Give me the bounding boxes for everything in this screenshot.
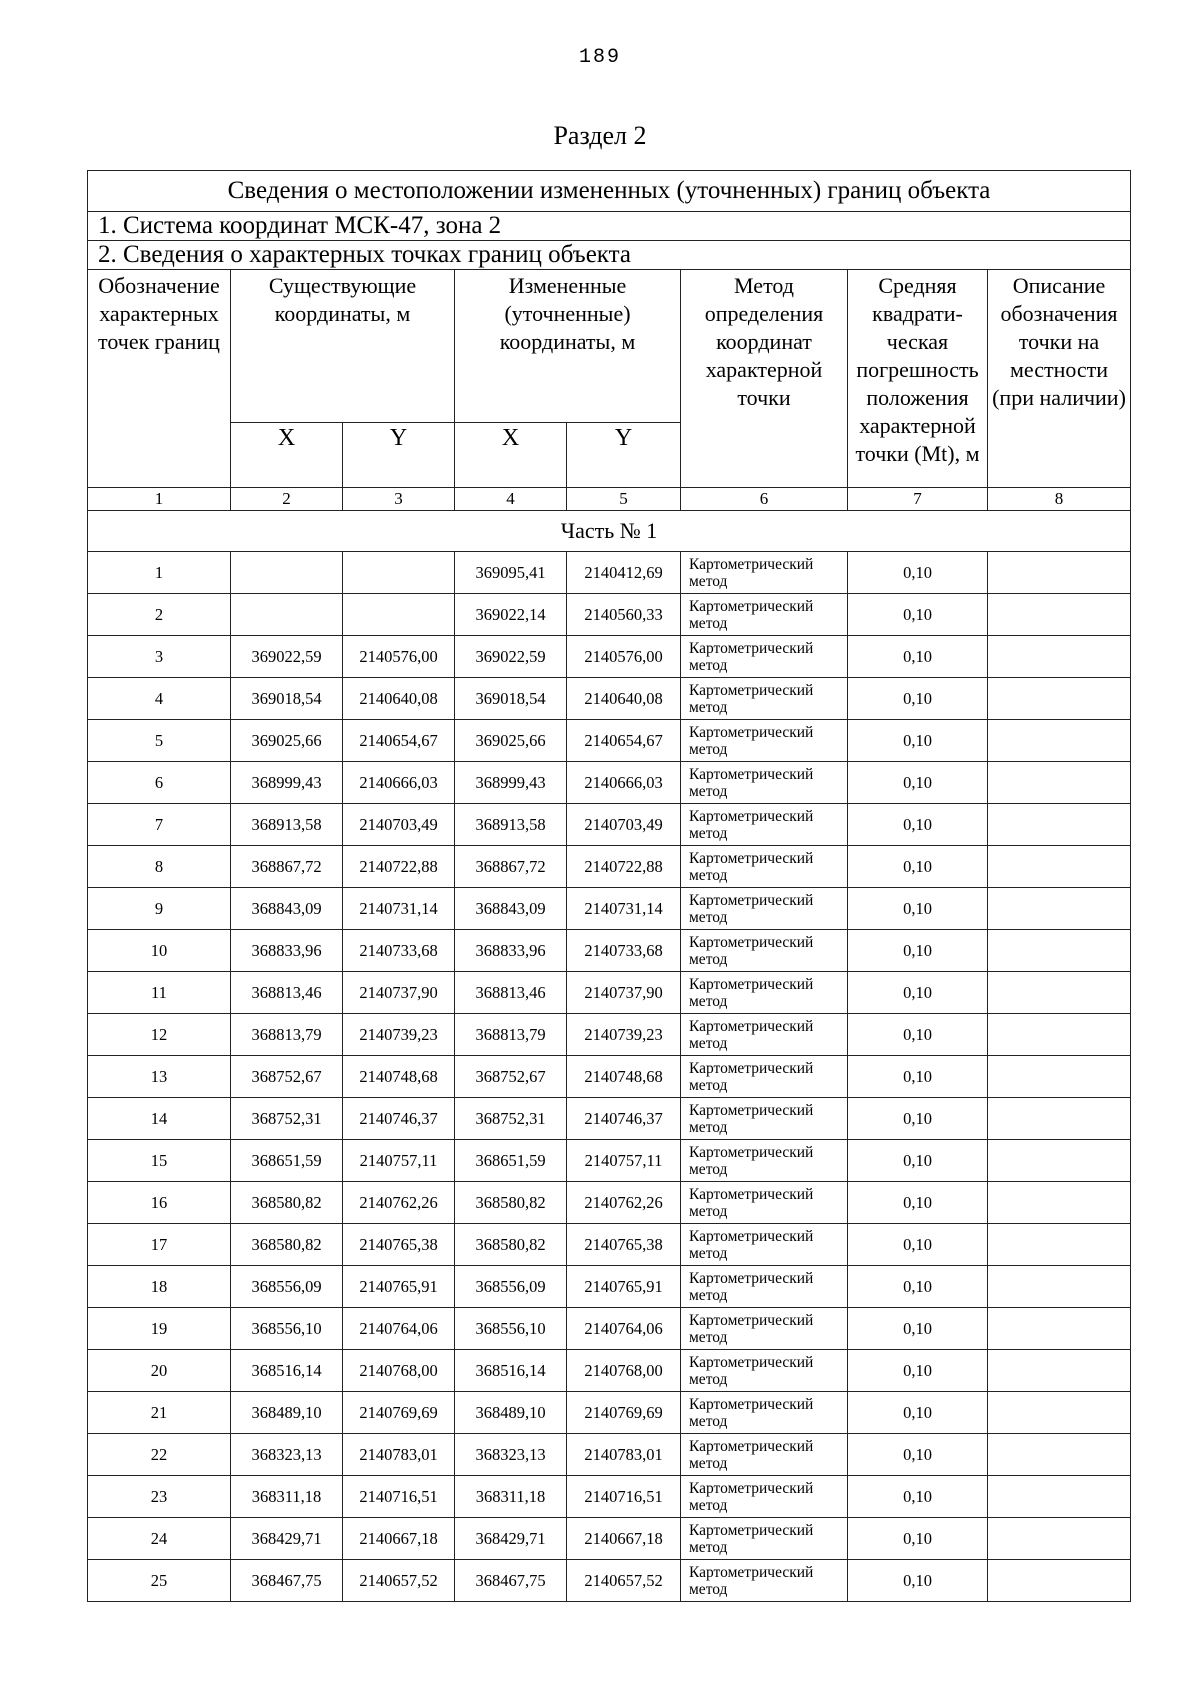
method-cell: Картометрический метод (681, 1224, 848, 1266)
method-cell: Картометрический метод (681, 804, 848, 846)
error-cell: 0,10 (848, 1518, 988, 1560)
changed-x-cell: 369022,14 (455, 594, 567, 636)
error-cell: 0,10 (848, 1308, 988, 1350)
error-cell: 0,10 (848, 1560, 988, 1602)
header-method: Метод определения координат характерной точки (681, 270, 848, 488)
method-cell: Картометрический метод (681, 1182, 848, 1224)
point-number-cell: 9 (88, 888, 231, 930)
changed-y-cell: 2140716,51 (567, 1476, 681, 1518)
method-cell: Картометрический метод (681, 1140, 848, 1182)
method-cell: Картометрический метод (681, 972, 848, 1014)
existing-x-cell: 368752,67 (231, 1056, 343, 1098)
table-row (88, 846, 1131, 888)
header-changed-coordinates: Измененные (уточненные) координаты, м (455, 270, 681, 423)
description-cell (988, 720, 1131, 762)
existing-y-cell: 2140666,03 (343, 762, 455, 804)
table-row (88, 552, 1131, 594)
description-cell (988, 1098, 1131, 1140)
column-number: 8 (988, 488, 1131, 511)
existing-y-cell: 2140765,91 (343, 1266, 455, 1308)
error-cell: 0,10 (848, 972, 988, 1014)
table-row (88, 1434, 1131, 1476)
changed-x-cell: 368999,43 (455, 762, 567, 804)
description-cell (988, 1518, 1131, 1560)
point-number-cell: 2 (88, 594, 231, 636)
changed-x-cell: 369022,59 (455, 636, 567, 678)
changed-x-cell: 369095,41 (455, 552, 567, 594)
table-row (88, 1308, 1131, 1350)
point-number-cell: 25 (88, 1560, 231, 1602)
changed-x-cell: 368752,31 (455, 1098, 567, 1140)
existing-x-cell: 369018,54 (231, 678, 343, 720)
changed-x-cell: 368813,46 (455, 972, 567, 1014)
point-number-cell: 4 (88, 678, 231, 720)
changed-y-cell: 2140769,69 (567, 1392, 681, 1434)
method-cell: Картометрический метод (681, 1518, 848, 1560)
description-cell (988, 972, 1131, 1014)
table-row (88, 1140, 1131, 1182)
point-number-cell: 16 (88, 1182, 231, 1224)
existing-x-cell: 369022,59 (231, 636, 343, 678)
changed-x-cell: 368833,96 (455, 930, 567, 972)
method-cell: Картометрический метод (681, 594, 848, 636)
method-cell: Картометрический метод (681, 762, 848, 804)
existing-y-cell: 2140769,69 (343, 1392, 455, 1434)
changed-y-cell: 2140731,14 (567, 888, 681, 930)
description-cell (988, 678, 1131, 720)
description-cell (988, 804, 1131, 846)
point-number-cell: 15 (88, 1140, 231, 1182)
changed-x-cell: 368323,13 (455, 1434, 567, 1476)
header-existing-y: Y (343, 423, 455, 488)
changed-y-cell: 2140657,52 (567, 1560, 681, 1602)
error-cell: 0,10 (848, 1140, 988, 1182)
existing-x-cell: 368429,71 (231, 1518, 343, 1560)
table-row (88, 720, 1131, 762)
method-cell: Картометрический метод (681, 1098, 848, 1140)
existing-y-cell: 2140657,52 (343, 1560, 455, 1602)
existing-y-cell: 2140654,67 (343, 720, 455, 762)
changed-y-cell: 2140764,06 (567, 1308, 681, 1350)
error-cell: 0,10 (848, 1224, 988, 1266)
method-cell: Картометрический метод (681, 720, 848, 762)
existing-y-cell: 2140703,49 (343, 804, 455, 846)
table-row (88, 1224, 1131, 1266)
changed-y-cell: 2140783,01 (567, 1434, 681, 1476)
point-number-cell: 23 (88, 1476, 231, 1518)
method-cell: Картометрический метод (681, 1392, 848, 1434)
column-numbers-row (88, 488, 1131, 511)
point-number-cell: 11 (88, 972, 231, 1014)
changed-x-cell: 368580,82 (455, 1182, 567, 1224)
error-cell: 0,10 (848, 1014, 988, 1056)
existing-y-cell: 2140667,18 (343, 1518, 455, 1560)
changed-x-cell: 368752,67 (455, 1056, 567, 1098)
changed-y-cell: 2140762,26 (567, 1182, 681, 1224)
coordinates-table (87, 170, 1131, 1602)
page-number: 189 (578, 46, 621, 69)
method-cell: Картометрический метод (681, 636, 848, 678)
point-number-cell: 17 (88, 1224, 231, 1266)
error-cell: 0,10 (848, 804, 988, 846)
changed-y-cell: 2140768,00 (567, 1350, 681, 1392)
existing-x-cell: 368752,31 (231, 1098, 343, 1140)
table-row (88, 1392, 1131, 1434)
error-cell: 0,10 (848, 1392, 988, 1434)
method-cell: Картометрический метод (681, 930, 848, 972)
existing-y-cell: 2140716,51 (343, 1476, 455, 1518)
changed-x-cell: 368556,10 (455, 1308, 567, 1350)
error-cell: 0,10 (848, 888, 988, 930)
table-row (88, 1350, 1131, 1392)
column-number: 6 (681, 488, 848, 511)
error-cell: 0,10 (848, 1266, 988, 1308)
point-number-cell: 8 (88, 846, 231, 888)
table-row (88, 888, 1131, 930)
existing-x-cell: 368651,59 (231, 1140, 343, 1182)
description-cell (988, 1056, 1131, 1098)
description-cell (988, 1350, 1131, 1392)
point-number-cell: 12 (88, 1014, 231, 1056)
table-row (88, 636, 1131, 678)
point-number-cell: 20 (88, 1350, 231, 1392)
changed-x-cell: 368651,59 (455, 1140, 567, 1182)
table-row (88, 1182, 1131, 1224)
error-cell: 0,10 (848, 1098, 988, 1140)
section-title: Раздел 2 (553, 121, 647, 150)
changed-x-cell: 368467,75 (455, 1560, 567, 1602)
table-row (88, 1560, 1131, 1602)
changed-x-cell: 368867,72 (455, 846, 567, 888)
error-cell: 0,10 (848, 1350, 988, 1392)
existing-y-cell: 2140768,00 (343, 1350, 455, 1392)
point-number-cell: 7 (88, 804, 231, 846)
table-row (88, 678, 1131, 720)
point-number-cell: 18 (88, 1266, 231, 1308)
changed-y-cell: 2140576,00 (567, 636, 681, 678)
existing-x-cell: 368556,10 (231, 1308, 343, 1350)
header-existing-x: X (231, 423, 343, 488)
description-cell (988, 1140, 1131, 1182)
method-cell: Картометрический метод (681, 1476, 848, 1518)
method-cell: Картометрический метод (681, 1056, 848, 1098)
existing-y-cell: 2140733,68 (343, 930, 455, 972)
column-number: 4 (455, 488, 567, 511)
table-row (88, 1014, 1131, 1056)
changed-y-cell: 2140667,18 (567, 1518, 681, 1560)
existing-y-cell: 2140731,14 (343, 888, 455, 930)
header-changed-y: Y (567, 423, 681, 488)
table-title: Сведения о местоположении измененных (уточненных) границ объекта (88, 171, 1131, 212)
point-number-cell: 14 (88, 1098, 231, 1140)
coordinate-system-line: 1. Система координат МСК-47, зона 2 (88, 212, 1131, 241)
point-number-cell: 3 (88, 636, 231, 678)
description-cell (988, 1014, 1131, 1056)
changed-y-cell: 2140703,49 (567, 804, 681, 846)
description-cell (988, 1266, 1131, 1308)
header-mean-square-error: Средняя квадрати-ческая погрешность положения характерной точки (Mt), м (848, 270, 988, 488)
method-cell: Картометрический метод (681, 678, 848, 720)
error-cell: 0,10 (848, 1434, 988, 1476)
existing-y-cell (343, 552, 455, 594)
method-cell: Картометрический метод (681, 1014, 848, 1056)
existing-x-cell: 369025,66 (231, 720, 343, 762)
table-row (88, 594, 1131, 636)
error-cell: 0,10 (848, 720, 988, 762)
existing-x-cell: 368516,14 (231, 1350, 343, 1392)
changed-x-cell: 368556,09 (455, 1266, 567, 1308)
existing-y-cell: 2140640,08 (343, 678, 455, 720)
existing-x-cell (231, 594, 343, 636)
description-cell (988, 846, 1131, 888)
table-row (88, 1266, 1131, 1308)
header-existing-coordinates: Существующие координаты, м (231, 270, 455, 423)
changed-y-cell: 2140737,90 (567, 972, 681, 1014)
error-cell: 0,10 (848, 1056, 988, 1098)
method-cell: Картометрический метод (681, 1266, 848, 1308)
existing-y-cell: 2140739,23 (343, 1014, 455, 1056)
point-number-cell: 10 (88, 930, 231, 972)
changed-y-cell: 2140746,37 (567, 1098, 681, 1140)
point-number-cell: 6 (88, 762, 231, 804)
existing-y-cell: 2140737,90 (343, 972, 455, 1014)
method-cell: Картометрический метод (681, 552, 848, 594)
existing-y-cell: 2140722,88 (343, 846, 455, 888)
description-cell (988, 552, 1131, 594)
table-row (88, 930, 1131, 972)
column-number: 5 (567, 488, 681, 511)
error-cell: 0,10 (848, 552, 988, 594)
points-info-line: 2. Сведения о характерных точках границ объекта (88, 241, 1131, 270)
existing-x-cell: 368813,79 (231, 1014, 343, 1056)
error-cell: 0,10 (848, 762, 988, 804)
error-cell: 0,10 (848, 846, 988, 888)
changed-y-cell: 2140654,67 (567, 720, 681, 762)
changed-y-cell: 2140765,38 (567, 1224, 681, 1266)
header-point-designation: Обозначение характерных точек границ (88, 270, 231, 488)
existing-x-cell: 368913,58 (231, 804, 343, 846)
existing-y-cell: 2140783,01 (343, 1434, 455, 1476)
error-cell: 0,10 (848, 1476, 988, 1518)
column-number: 1 (88, 488, 231, 511)
method-cell: Картометрический метод (681, 1434, 848, 1476)
table-row (88, 972, 1131, 1014)
point-number-cell: 21 (88, 1392, 231, 1434)
method-cell: Картометрический метод (681, 888, 848, 930)
existing-x-cell: 368999,43 (231, 762, 343, 804)
method-cell: Картометрический метод (681, 1350, 848, 1392)
existing-x-cell: 368843,09 (231, 888, 343, 930)
error-cell: 0,10 (848, 678, 988, 720)
method-cell: Картометрический метод (681, 1560, 848, 1602)
table-row (88, 762, 1131, 804)
table-row (88, 1056, 1131, 1098)
existing-x-cell: 368813,46 (231, 972, 343, 1014)
table-row (88, 1476, 1131, 1518)
column-number: 3 (343, 488, 455, 511)
changed-x-cell: 368311,18 (455, 1476, 567, 1518)
description-cell (988, 1224, 1131, 1266)
changed-y-cell: 2140722,88 (567, 846, 681, 888)
changed-x-cell: 368516,14 (455, 1350, 567, 1392)
changed-x-cell: 368913,58 (455, 804, 567, 846)
point-number-cell: 22 (88, 1434, 231, 1476)
description-cell (988, 1476, 1131, 1518)
error-cell: 0,10 (848, 594, 988, 636)
column-number: 2 (231, 488, 343, 511)
existing-y-cell: 2140765,38 (343, 1224, 455, 1266)
description-cell (988, 636, 1131, 678)
existing-x-cell (231, 552, 343, 594)
existing-y-cell: 2140746,37 (343, 1098, 455, 1140)
existing-x-cell: 368580,82 (231, 1224, 343, 1266)
method-cell: Картометрический метод (681, 1308, 848, 1350)
description-cell (988, 930, 1131, 972)
point-number-cell: 19 (88, 1308, 231, 1350)
changed-y-cell: 2140733,68 (567, 930, 681, 972)
error-cell: 0,10 (848, 636, 988, 678)
existing-x-cell: 368580,82 (231, 1182, 343, 1224)
existing-y-cell: 2140748,68 (343, 1056, 455, 1098)
header-changed-x: X (455, 423, 567, 488)
existing-x-cell: 368311,18 (231, 1476, 343, 1518)
error-cell: 0,10 (848, 930, 988, 972)
description-cell (988, 762, 1131, 804)
changed-y-cell: 2140748,68 (567, 1056, 681, 1098)
changed-x-cell: 368580,82 (455, 1224, 567, 1266)
description-cell (988, 1560, 1131, 1602)
description-cell (988, 888, 1131, 930)
changed-y-cell: 2140640,08 (567, 678, 681, 720)
changed-x-cell: 368843,09 (455, 888, 567, 930)
point-number-cell: 5 (88, 720, 231, 762)
table-row (88, 804, 1131, 846)
changed-y-cell: 2140765,91 (567, 1266, 681, 1308)
table-row (88, 1098, 1131, 1140)
existing-x-cell: 368489,10 (231, 1392, 343, 1434)
existing-y-cell: 2140757,11 (343, 1140, 455, 1182)
point-number-cell: 1 (88, 552, 231, 594)
column-number: 7 (848, 488, 988, 511)
changed-x-cell: 368429,71 (455, 1518, 567, 1560)
existing-x-cell: 368833,96 (231, 930, 343, 972)
existing-y-cell: 2140764,06 (343, 1308, 455, 1350)
existing-x-cell: 368323,13 (231, 1434, 343, 1476)
error-cell: 0,10 (848, 1182, 988, 1224)
changed-y-cell: 2140739,23 (567, 1014, 681, 1056)
point-number-cell: 13 (88, 1056, 231, 1098)
description-cell (988, 1434, 1131, 1476)
changed-x-cell: 369018,54 (455, 678, 567, 720)
existing-x-cell: 368556,09 (231, 1266, 343, 1308)
description-cell (988, 1392, 1131, 1434)
part-label: Часть № 1 (88, 511, 1131, 552)
method-cell: Картометрический метод (681, 846, 848, 888)
existing-y-cell (343, 594, 455, 636)
changed-x-cell: 369025,66 (455, 720, 567, 762)
existing-x-cell: 368467,75 (231, 1560, 343, 1602)
point-number-cell: 24 (88, 1518, 231, 1560)
description-cell (988, 1308, 1131, 1350)
changed-y-cell: 2140560,33 (567, 594, 681, 636)
changed-y-cell: 2140757,11 (567, 1140, 681, 1182)
table-row (88, 1518, 1131, 1560)
existing-y-cell: 2140762,26 (343, 1182, 455, 1224)
changed-y-cell: 2140666,03 (567, 762, 681, 804)
changed-x-cell: 368813,79 (455, 1014, 567, 1056)
existing-y-cell: 2140576,00 (343, 636, 455, 678)
header-description: Описание обозначения точки на местности (при наличии) (988, 270, 1131, 488)
description-cell (988, 594, 1131, 636)
existing-x-cell: 368867,72 (231, 846, 343, 888)
changed-x-cell: 368489,10 (455, 1392, 567, 1434)
changed-y-cell: 2140412,69 (567, 552, 681, 594)
description-cell (988, 1182, 1131, 1224)
